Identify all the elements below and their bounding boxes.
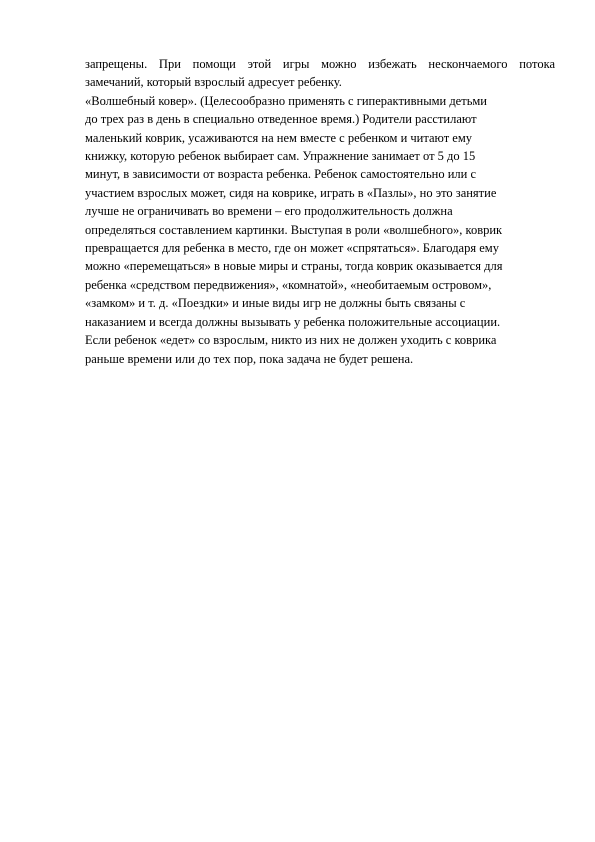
- text-line: превращается для ребенка в место, где он может «спрятаться». Благодаря ему: [85, 241, 499, 256]
- text-line: «Волшебный ковер». (Целесообразно применять с гиперактивными детьми: [85, 93, 487, 108]
- text-line: раньше времени или до тех пор, пока задача не будет решена.: [85, 351, 414, 366]
- text-line: Если ребенок «едет» со взрослым, никто из них не должен уходить с коврика: [85, 333, 497, 348]
- text-line: книжку, которую ребенок выбирает сам. Упражнение занимает от 5 до 15: [85, 149, 476, 164]
- text-line: определяться составлением картинки. Выступая в роли «волшебного», коврик: [85, 222, 503, 237]
- text-line: наказанием и всегда должны вызывать у ребенка положительные ассоциации.: [85, 314, 501, 329]
- text-line: до трех раз в день в специально отведенное время.) Родители расстилают: [85, 112, 477, 127]
- text-line: запрещены. При помощи этой игры можно избежать нескончаемого потока: [85, 57, 555, 71]
- text-line: можно «перемещаться» в новые миры и страны, тогда коврик оказывается для: [85, 259, 503, 274]
- text-line: лучше не ограничивать во времени – его продолжительность должна: [85, 204, 453, 219]
- text-line: ребенка «средством передвижения», «комнатой», «необитаемым островом»,: [85, 277, 492, 292]
- text-line: замечаний, который взрослый адресует ребенку.: [85, 75, 342, 90]
- body-text: [85, 55, 555, 368]
- text-line: «замком» и т. д. «Поездки» и иные виды игр не должны быть связаны с: [85, 296, 466, 311]
- text-line: маленький коврик, усаживаются на нем вместе с ребенком и читают ему: [85, 130, 472, 145]
- text-line: минут, в зависимости от возраста ребенка. Ребенок самостоятельно или с: [85, 167, 477, 182]
- text-line: участием взрослых может, сидя на коврике, играть в «Пазлы», но это занятие: [85, 185, 497, 200]
